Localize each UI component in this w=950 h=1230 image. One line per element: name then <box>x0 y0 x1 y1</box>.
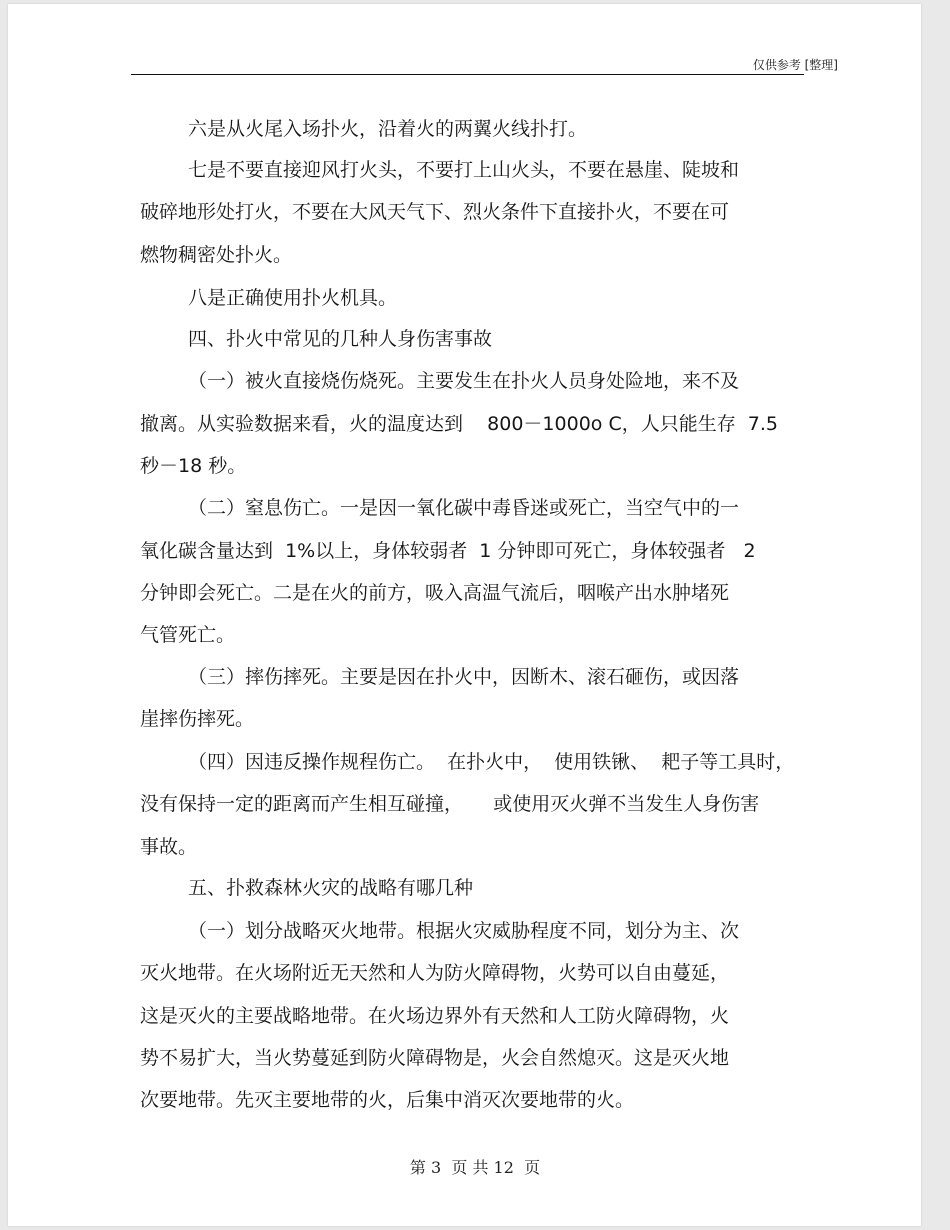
page-number-footer: 第 3 页 共 12 页 <box>409 1158 541 1177</box>
body-line: （一）被火直接烧伤烧死。主要发生在扑火人员身处险地，来不及 <box>188 370 740 392</box>
body-line: 七是不要直接迎风打火头，不要打上山火头，不要在悬崖、陡坡和 <box>188 159 740 181</box>
body-line: 灭火地带。在火场附近无天然和人为防火障碍物，火势可以自由蔓延， <box>140 962 730 984</box>
body-line: （一）划分战略灭火地带。根据火灾威胁程度不同，划分为主、次 <box>188 920 740 942</box>
body-line: 气管死亡。 <box>140 624 236 646</box>
body-line: 撤离。从实验数据来看，火的温度达到 800－1000o C，人只能生存 7.5 <box>140 413 779 435</box>
header-divider <box>131 74 804 75</box>
document-page <box>8 4 921 1226</box>
page-header: 仅供参考 [整理] <box>752 58 838 72</box>
body-line: 崖摔伤摔死。 <box>140 708 255 730</box>
body-line: 氧化碳含量达到 1%以上，身体较弱者 1 分钟即可死亡，身体较强者 2 <box>140 540 756 562</box>
body-line: 燃物稠密处扑火。 <box>140 244 293 266</box>
body-line: 破碎地形处打火，不要在大风天气下、烈火条件下直接扑火，不要在可 <box>140 201 730 223</box>
body-line: （三）摔伤摔死。主要是因在扑火中，因断木、滚石砸伤，或因落 <box>188 666 740 688</box>
body-line: 事故。 <box>140 836 198 858</box>
body-line: （四）因违反操作规程伤亡。 在扑火中， 使用铁锹、 耙子等工具时， <box>188 751 795 773</box>
body-line: 势不易扩大，当火势蔓延到防火障碍物是，火会自然熄灭。这是灭火地 <box>140 1047 730 1069</box>
body-line: 分钟即会死亡。二是在火的前方，吸入高温气流后，咽喉产出水肿堵死 <box>140 582 730 604</box>
body-line: 没有保持一定的距离而产生相互碰撞， 或使用灭火弹不当发生人身伤害 <box>140 793 760 815</box>
body-line: 这是灭火的主要战略地带。在火场边界外有天然和人工防火障碍物，火 <box>140 1005 730 1027</box>
body-line: （二）窒息伤亡。一是因一氧化碳中毒昏迷或死亡，当空气中的一 <box>188 497 740 519</box>
body-line: 次要地带。先灭主要地带的火，后集中消灭次要地带的火。 <box>140 1089 635 1111</box>
body-line: 六是从火尾入场扑火，沿着火的两翼火线扑打。 <box>188 118 588 140</box>
body-line: 秒－18 秒。 <box>140 455 247 477</box>
section-heading: 五、扑救森林火灾的战略有哪几种 <box>188 877 474 899</box>
body-line: 八是正确使用扑火机具。 <box>188 287 398 309</box>
section-heading: 四、扑火中常见的几种人身伤害事故 <box>188 328 493 350</box>
